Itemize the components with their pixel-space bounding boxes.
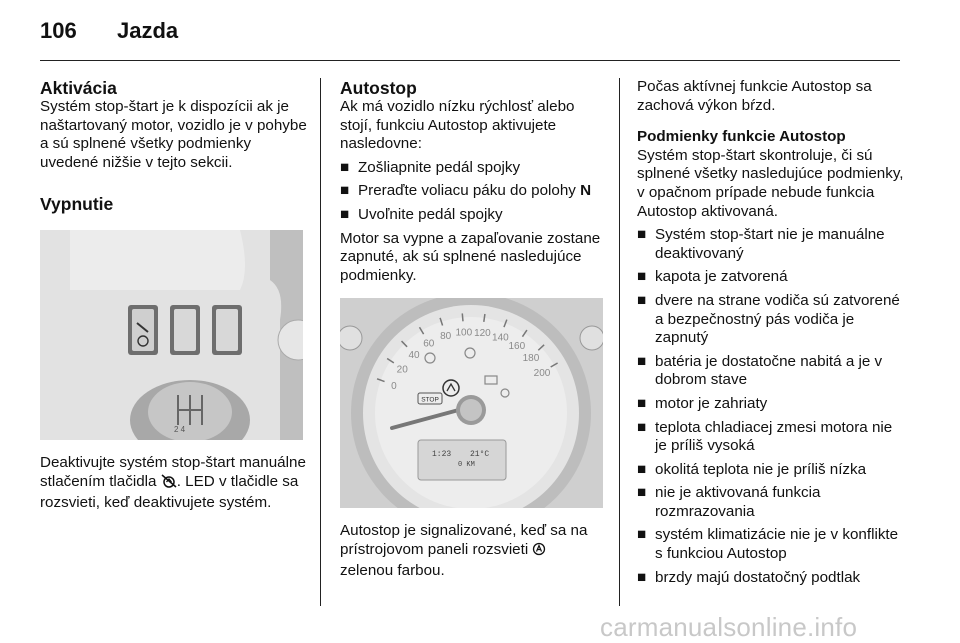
list-item: ■ okolitá teplota nie je príliš nízka [637, 460, 867, 478]
deactivate-caption-part2: . LED v tlačidle sa rozsvieti, keď deaktivujete systém. [40, 472, 299, 511]
bullet: ■ [637, 484, 647, 502]
display-km: 0 KM [458, 461, 475, 470]
switch-panel-figure [40, 230, 303, 440]
autostop-steps [340, 159, 610, 225]
list-item: ■ Systém stop-štart nie je manuálne deaktivovaný [637, 226, 885, 262]
bullet: ■ [637, 268, 647, 286]
instrument-cluster-figure [340, 298, 603, 508]
bullet: ■ [637, 226, 647, 244]
bullet: ■ [340, 158, 350, 176]
stop-label: STOP [421, 396, 439, 404]
bullet: ■ [637, 291, 647, 309]
list-item: ■ teplota chladiacej zmesi motora nie je príliš vysoká [637, 418, 893, 455]
list-item: ■ batéria je dostatočne nabitá a je v dobrom stave [637, 352, 883, 389]
list-item: ■ Uvoľnite pedál spojky [340, 205, 503, 223]
header-rule [40, 60, 900, 61]
gauge-tick [462, 314, 463, 322]
column-divider-1 [320, 78, 321, 606]
heading-vypnutie: Vypnutie [40, 194, 114, 215]
display-temp: 21°C [470, 450, 490, 460]
deactivate-caption [40, 454, 310, 512]
column-2 [340, 78, 610, 580]
list-item: ■ kapota je zatvorená [637, 268, 788, 286]
heading-conditions: Podmienky funkcie Autostop [637, 128, 846, 146]
gauge-tick-label: 180 [522, 353, 540, 365]
switch-panel-illustration [40, 230, 303, 440]
list-item: ■ brzdy majú dostatočný podtlak [637, 568, 861, 586]
list-item: ■ Zošliapnite pedál spojky [340, 158, 521, 176]
autostop-caption [340, 522, 610, 580]
page-number: 106 [40, 18, 77, 43]
gauge-tick-label: 160 [508, 341, 526, 353]
bullet: ■ [637, 394, 647, 412]
gear-letter: N [580, 182, 592, 200]
gauge-tick-label: 0 [391, 381, 397, 393]
gauge-tick-label: 20 [396, 364, 408, 376]
stop-start-off-icon [161, 474, 177, 494]
chapter-title: Jazda [117, 18, 179, 43]
bullet: ■ [340, 205, 350, 223]
bullet: ■ [637, 568, 647, 586]
list-item: ■ Preraďte voliacu páku do polohy N [340, 182, 592, 200]
conditions-intro: Systém stop-štart skontroluje, či sú splnené všetky nasledujúce podmienky, v opačnom prípade nebude funkcia Autostop aktivovaná. [637, 146, 904, 220]
svg-text:2 4: 2 4 [174, 425, 186, 435]
brake-performance-text: Počas aktívnej funkcie Autostop sa zachová výkon bŕzd. [637, 78, 872, 114]
list-item: ■ dvere na strane vodiča sú zatvorené a bezpečnostný pás vodiča je zapnutý [637, 291, 900, 347]
autostop-caption-part2: zelenou farbou. [340, 561, 445, 579]
bullet: ■ [340, 182, 350, 200]
bullet: ■ [637, 352, 647, 370]
column-3 [637, 78, 907, 587]
conditions-list [637, 226, 907, 587]
autostop-intro: Ak má vozidlo nízku rýchlosť alebo stojí, funkciu Autostop aktivujete nasledovne: [340, 98, 575, 153]
instrument-cluster-illustration [340, 298, 603, 508]
autostop-icon [532, 542, 546, 562]
gauge-tick-label: 60 [423, 339, 435, 351]
display-time: 1:23 [432, 450, 452, 460]
list-item: ■ motor je zahriaty [637, 394, 768, 412]
gauge-tick-label: 200 [533, 368, 551, 380]
after-steps-text: Motor sa vypne a zapaľovanie zostane zapnuté, ak sú splnené nasledujúce podmienky. [340, 229, 601, 284]
gauge-tick-label: 100 [455, 327, 473, 339]
gauge-tick-label: 120 [474, 328, 491, 340]
heading-autostop: Autostop [340, 78, 417, 98]
list-item: ■ systém klimatizácie nie je v konflikte s funkciou Autostop [637, 526, 899, 563]
autostop-caption-part1: Autostop je signalizované, keď sa na prístrojovom paneli rozsvieti [340, 522, 588, 558]
heading-aktivacia: Aktivácia [40, 78, 117, 98]
column-divider-2 [619, 78, 620, 606]
watermark: carmanualsonline.info [600, 612, 858, 642]
bullet: ■ [637, 526, 647, 544]
trip-display [418, 440, 506, 480]
column-1 [40, 78, 310, 512]
aktivacia-text: Systém stop-štart je k dispozícii ak je naštartovaný motor, vozidlo je v pohybe a sú splnené všetky podmienky uvedené nižšie v tejto sekcii. [40, 98, 307, 171]
bullet: ■ [637, 418, 647, 436]
gauge-tick-label: 80 [440, 331, 452, 343]
gauge-tick-label: 40 [408, 350, 420, 362]
bullet: ■ [637, 460, 647, 478]
list-item: ■ nie je aktivovaná funkcia rozmrazovania [637, 484, 821, 520]
deactivate-caption-part1: Deaktivujte systém stop-štart manuálne stlačením tlačidla [40, 454, 306, 490]
gauge-tick-label: 140 [492, 332, 509, 344]
